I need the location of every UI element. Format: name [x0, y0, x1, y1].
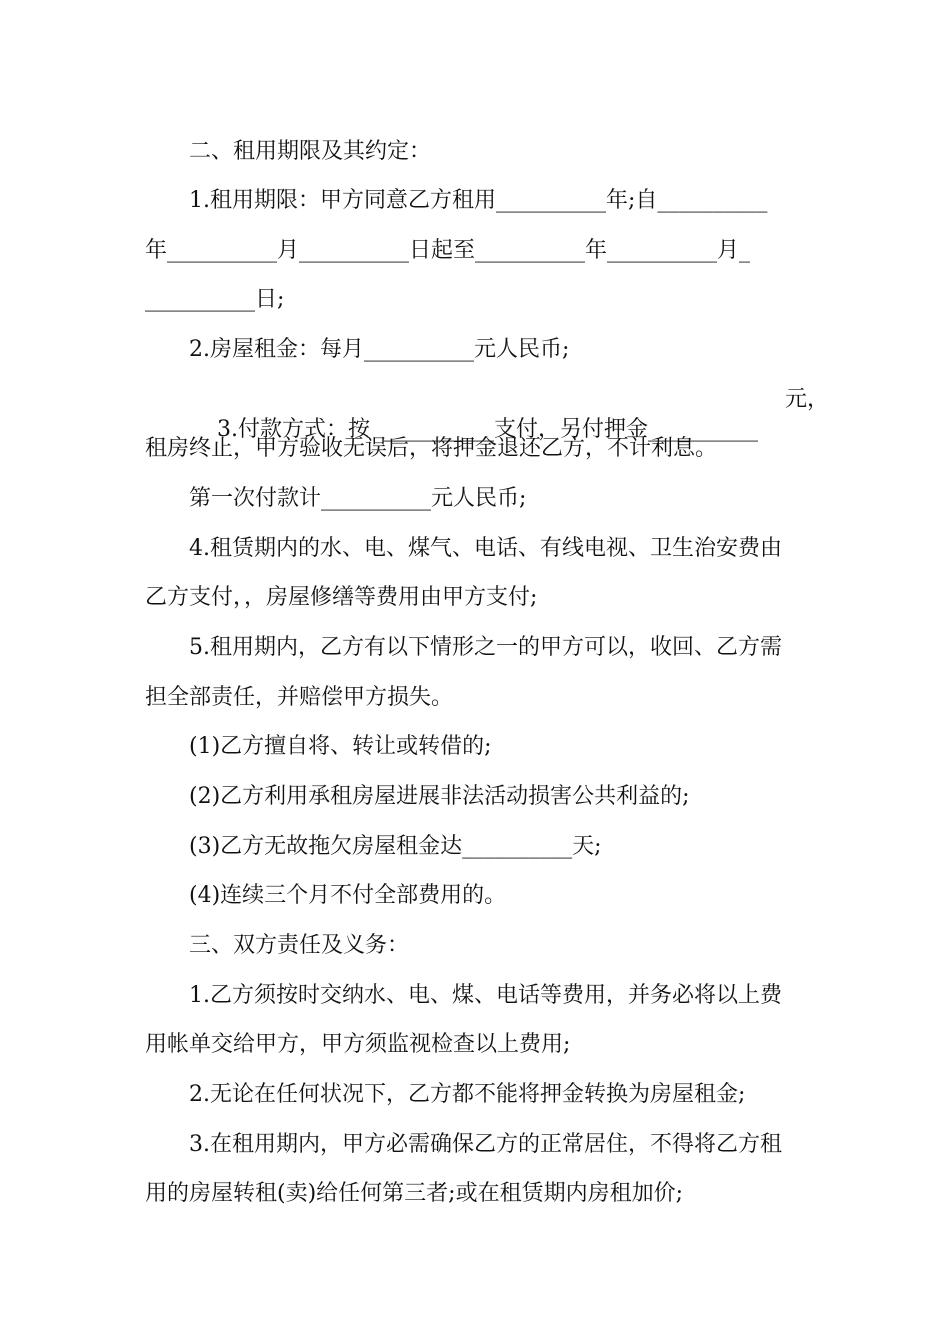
- duty-pay-utilities: 1.乙方须按时交纳水、电、煤、电话等费用，并务必将以上费: [189, 983, 782, 1008]
- list-item-illegal-use: (2)乙方利用承租房屋进展非法活动损害公共利益的;: [189, 784, 690, 809]
- duty-landlord-guarantee-cont: 用的房屋转租(卖)给任何第三者;或在租赁期内房租加价;: [145, 1181, 683, 1206]
- clause-utilities: 4.租赁期内的水、电、煤气、电话、有线电视、卫生治安费由: [189, 536, 782, 561]
- clause-deposit-refund: 租房终止，甲方验收无误后，将押金退还乙方，不计利息。: [145, 436, 718, 461]
- duty-pay-utilities-cont: 用帐单交给甲方，甲方须监视检查以上费用;: [145, 1032, 571, 1057]
- clause-utilities-cont: 乙方支付，，房屋修缮等费用由甲方支付;: [145, 585, 538, 610]
- duty-deposit-not-rent: 2.无论在任何状况下，乙方都不能将押金转换为房屋租金;: [189, 1082, 746, 1107]
- section-heading-responsibilities: 三、双方责任及义务：: [189, 933, 410, 958]
- section-heading-lease-term: 二、租用期限及其约定：: [189, 139, 432, 164]
- clause-first-payment: 第一次付款计__________元人民币;: [189, 486, 527, 511]
- clause-lease-period: 1.租用期限：甲方同意乙方租用__________年;自__________: [189, 188, 768, 213]
- clause-repossession: 5.租用期内，乙方有以下情形之一的甲方可以，收回、乙方需: [189, 635, 782, 660]
- duty-landlord-guarantee: 3.在租用期内，甲方必需确保乙方的正常居住，不得将乙方租: [189, 1132, 782, 1157]
- clause-payment-method: [189, 385, 849, 442]
- list-item-sublet: (1)乙方擅自将、转让或转借的;: [189, 734, 492, 759]
- clause-payment-method-text: 3.付款方式：按 __________支付，另付押金__________: [216, 417, 758, 442]
- clause-repossession-cont: 担全部责任，并赔偿甲方损失。: [145, 685, 454, 710]
- clause-payment-method-tail: 元，: [785, 387, 830, 412]
- clause-lease-period-dates: 年__________月__________日起至__________年__________月_: [145, 238, 751, 263]
- clause-lease-period-end: __________日;: [145, 287, 285, 312]
- list-item-unpaid-fees: (4)连续三个月不付全部费用的。: [189, 883, 507, 908]
- clause-rent: 2.房屋租金：每月__________元人民币;: [189, 337, 570, 362]
- list-item-rent-arrears: (3)乙方无故拖欠房屋租金达__________天;: [189, 834, 602, 859]
